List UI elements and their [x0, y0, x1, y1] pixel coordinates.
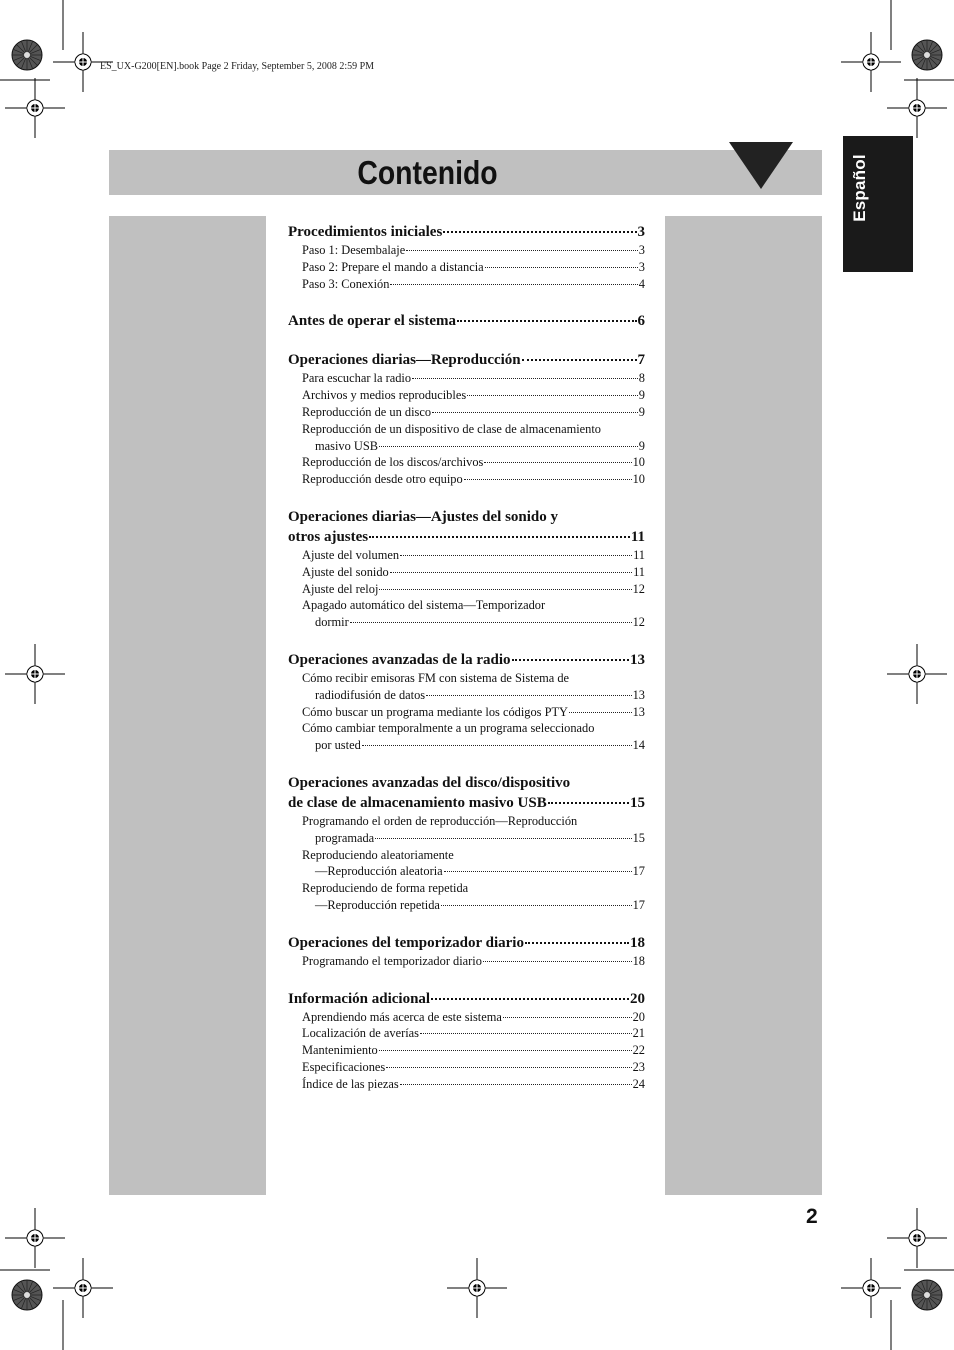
toc-item[interactable]	[288, 1076, 645, 1093]
toc-item-page: 18	[632, 953, 645, 968]
toc-item[interactable]	[288, 564, 645, 581]
toc-item-text: Archivos y medios reproducibles	[302, 388, 467, 403]
dot-leader	[390, 284, 637, 285]
toc-item-text: —Reproducción aleatoria	[315, 864, 443, 879]
toc-item-page: 17	[632, 897, 645, 912]
toc-item-page: 12	[632, 581, 645, 596]
right-gray-column	[665, 216, 822, 1195]
toc-item[interactable]	[288, 597, 645, 631]
toc-section-title[interactable]	[288, 773, 645, 813]
toc-item-text-line1: Programando el orden de reproducción—Reproducción	[302, 813, 578, 828]
toc-section	[288, 773, 645, 914]
toc-item[interactable]	[288, 276, 645, 293]
toc-section-title[interactable]	[288, 650, 645, 670]
toc-item[interactable]	[288, 242, 645, 259]
toc-item-text: Ajuste del sonido	[302, 564, 389, 579]
dot-leader	[522, 359, 637, 361]
dot-leader	[512, 659, 629, 661]
dot-leader	[379, 1050, 632, 1051]
dot-leader	[569, 712, 632, 713]
toc-section-title-text: Operaciones diarias—Reproducción	[288, 352, 521, 369]
toc-item-page: 3	[638, 243, 645, 257]
dot-leader	[464, 479, 632, 480]
toc-item-page: 14	[632, 738, 645, 753]
dot-leader	[484, 462, 631, 463]
toc-item-text: Paso 2: Prepare el mando a distancia	[302, 259, 484, 274]
toc-item[interactable]	[288, 720, 645, 754]
dot-leader	[386, 1067, 631, 1068]
toc-item[interactable]	[288, 1025, 645, 1042]
toc-item-page: 15	[632, 830, 645, 845]
toc-section-title[interactable]	[288, 222, 645, 242]
dot-leader	[485, 267, 638, 268]
dot-leader	[503, 1017, 632, 1018]
toc-section-title-line1: Operaciones diarias—Ajustes del sonido y	[288, 508, 559, 525]
toc-item-text: dormir	[315, 615, 349, 630]
toc-item[interactable]	[288, 387, 645, 404]
toc-item-text-line1: Reproduciendo aleatoriamente	[302, 847, 454, 862]
toc-item-page: 10	[632, 472, 645, 487]
dot-leader	[369, 536, 630, 538]
toc-item-page: 9	[638, 438, 645, 453]
page-number: 2	[806, 1205, 818, 1228]
dot-leader	[379, 446, 638, 447]
toc-item-text: Paso 3: Conexión	[302, 276, 390, 291]
toc-item-text: Reproducción de los discos/archivos	[302, 455, 484, 470]
toc-section-page: 13	[630, 651, 645, 668]
dot-leader	[375, 838, 631, 839]
toc-section-page: 20	[630, 990, 645, 1007]
dot-leader	[525, 942, 629, 944]
toc-item-text: Índice de las piezas	[302, 1076, 399, 1091]
dot-leader	[400, 555, 632, 556]
toc-item-page: 4	[638, 276, 645, 291]
toc-section-page: 6	[637, 313, 645, 330]
toc-section-page: 3	[637, 224, 645, 240]
toc-item-text-line1: Cómo recibir emisoras FM con sistema de Sistema de	[302, 670, 570, 685]
toc-item-text: Aprendiendo más acerca de este sistema	[302, 1009, 502, 1024]
toc-item[interactable]	[288, 471, 645, 488]
toc-item[interactable]	[288, 421, 645, 455]
language-tab-label: Español	[850, 154, 869, 222]
dot-leader	[420, 1033, 632, 1034]
toc-section-title[interactable]	[288, 507, 645, 547]
toc-item-text-line1: Reproducción de un dispositivo de clase de almacenamiento	[302, 421, 602, 436]
toc-section-title-line1: Operaciones avanzadas del disco/dispositivo	[288, 774, 571, 791]
toc-section	[288, 311, 645, 331]
toc-section	[288, 222, 645, 292]
dot-leader	[379, 589, 631, 590]
dot-leader	[548, 802, 629, 804]
dot-leader	[441, 905, 632, 906]
toc-section	[288, 933, 645, 970]
dot-leader	[406, 250, 638, 251]
dot-leader	[362, 745, 632, 746]
toc-item-page: 8	[638, 371, 645, 386]
toc-item[interactable]	[288, 880, 645, 914]
toc-item-text: —Reproducción repetida	[315, 897, 440, 912]
toc-item[interactable]	[288, 547, 645, 564]
dot-leader	[443, 231, 636, 233]
toc-section-title-text: de clase de almacenamiento masivo USB	[288, 794, 547, 811]
toc-item-page: 12	[632, 615, 645, 630]
toc-section-title[interactable]	[288, 933, 645, 953]
dot-leader	[457, 320, 636, 322]
toc-item-text: Especificaciones	[302, 1059, 386, 1074]
toc-section	[288, 350, 645, 488]
toc-item-page: 13	[632, 687, 645, 702]
toc-item-page: 13	[632, 704, 645, 719]
dot-leader	[467, 395, 638, 396]
toc-item-text: masivo USB	[315, 438, 378, 453]
toc-item-page: 24	[632, 1076, 645, 1091]
toc-section-title[interactable]	[288, 350, 645, 370]
toc-item[interactable]	[288, 1042, 645, 1059]
toc-section-title-text: Procedimientos iniciales	[288, 224, 443, 240]
toc-item-page: 21	[632, 1026, 645, 1041]
toc-item[interactable]	[288, 813, 645, 847]
toc-item-page: 20	[632, 1009, 645, 1024]
toc-item-page: 23	[632, 1059, 645, 1074]
toc-section-page: 18	[630, 934, 645, 951]
toc-item-text-line1: Apagado automático del sistema—Temporizador	[302, 598, 546, 613]
toc-section-title-text: Información adicional	[288, 990, 431, 1007]
left-gray-column	[109, 216, 266, 1195]
toc-section	[288, 507, 645, 631]
toc-section-page: 15	[630, 794, 645, 811]
toc-item-text-line1: Cómo cambiar temporalmente a un programa seleccionado	[302, 721, 595, 736]
toc-section-title-text: Operaciones avanzadas de la radio	[288, 651, 511, 668]
toc-item[interactable]	[288, 581, 645, 598]
table-of-contents	[288, 222, 645, 1093]
toc-item-page: 11	[633, 564, 645, 579]
toc-item-page: 17	[632, 864, 645, 879]
dot-leader	[390, 572, 632, 573]
toc-item-page: 22	[632, 1043, 645, 1058]
toc-item[interactable]	[288, 1009, 645, 1026]
toc-item-text: Ajuste del volumen	[302, 547, 400, 562]
dot-leader	[444, 871, 632, 872]
toc-item-text: Mantenimiento	[302, 1043, 378, 1058]
toc-item[interactable]	[288, 847, 645, 881]
dot-leader	[426, 695, 631, 696]
toc-section-title-text: otros ajustes	[288, 528, 369, 545]
toc-item-text: Para escuchar la radio	[302, 371, 412, 386]
dot-leader	[350, 622, 632, 623]
toc-item[interactable]	[288, 704, 645, 721]
toc-item[interactable]	[288, 670, 645, 704]
toc-item[interactable]	[288, 370, 645, 387]
toc-item-text: Programando el temporizador diario	[302, 953, 482, 968]
toc-item[interactable]	[288, 1059, 645, 1076]
print-header-line: ES_UX-G200[EN].book Page 2 Friday, September 5, 2008 2:59 PM	[100, 61, 375, 72]
toc-item-page: 9	[638, 388, 645, 403]
toc-item[interactable]	[288, 953, 645, 970]
toc-item-text: Localización de averías	[302, 1026, 419, 1041]
toc-item-text: por usted	[315, 738, 361, 753]
toc-item-text: radiodifusión de datos	[315, 687, 426, 702]
page-title: Contenido	[357, 154, 498, 191]
dot-leader	[431, 998, 629, 1000]
toc-item-text-line1: Reproduciendo de forma repetida	[302, 881, 469, 896]
toc-item-page: 11	[633, 547, 645, 562]
toc-item-page: 9	[638, 404, 645, 419]
toc-section	[288, 989, 645, 1093]
toc-section-title-text: Operaciones del temporizador diario	[288, 934, 524, 951]
toc-item[interactable]	[288, 454, 645, 471]
toc-item-text: Ajuste del reloj	[302, 581, 379, 596]
toc-section-page: 7	[637, 352, 645, 369]
toc-item[interactable]	[288, 259, 645, 276]
toc-section-title[interactable]	[288, 311, 645, 331]
toc-item[interactable]	[288, 404, 645, 421]
toc-section-title[interactable]	[288, 989, 645, 1009]
dot-leader	[412, 378, 638, 379]
toc-item-text: Reproducción desde otro equipo	[302, 472, 463, 487]
toc-item-text: Cómo buscar un programa mediante los códigos PTY	[302, 704, 569, 719]
toc-item-text: Paso 1: Desembalaje	[302, 243, 406, 257]
toc-item-page: 3	[638, 259, 645, 274]
toc-section-page: 11	[630, 528, 645, 545]
toc-item-page: 10	[632, 455, 645, 470]
dot-leader	[400, 1084, 632, 1085]
toc-item-text: Reproducción de un disco	[302, 404, 432, 419]
toc-item-text: programada	[315, 830, 375, 845]
toc-section-title-text: Antes de operar el sistema	[288, 313, 457, 330]
toc-section	[288, 650, 645, 754]
dot-leader	[483, 961, 632, 962]
dot-leader	[432, 412, 638, 413]
